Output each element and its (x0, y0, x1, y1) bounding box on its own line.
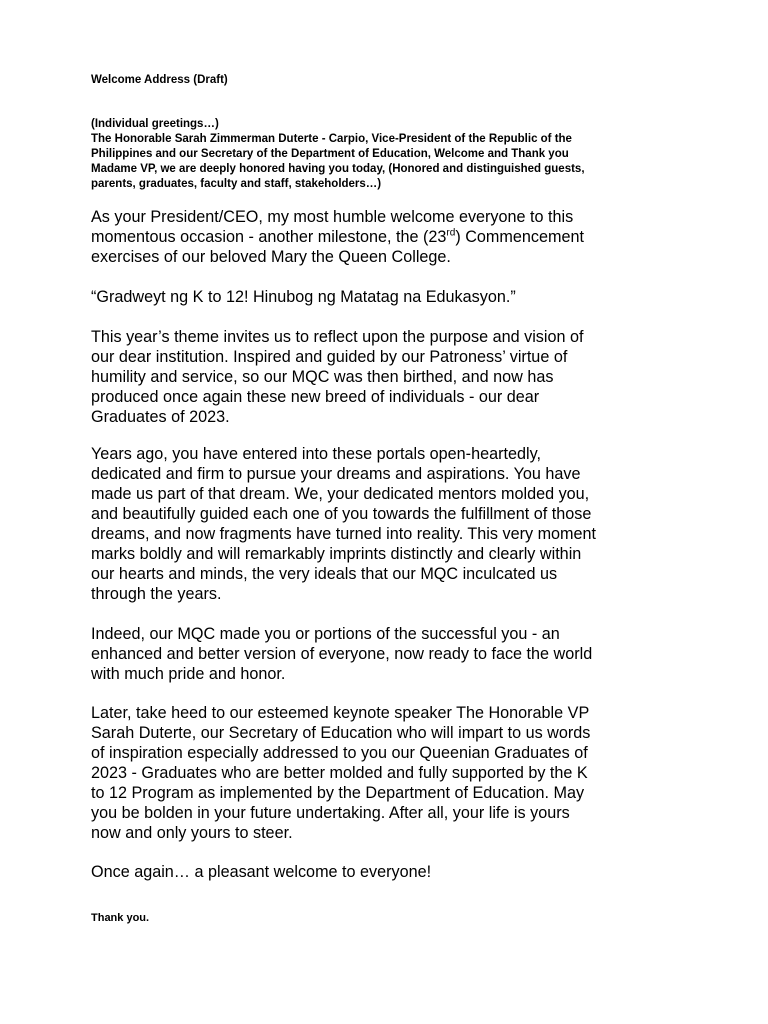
paragraph-line: dedicated and firm to pursue your dreams and aspirations. You have (91, 465, 581, 483)
paragraph-line: marks boldly and will remarkably imprints distinctly and clearly within (91, 545, 582, 563)
paragraph-line: Years ago, you have entered into these portals open-heartedly, (91, 445, 541, 463)
paragraph-line: humility and service, so our MQC was then birthed, and now has (91, 368, 554, 386)
paragraph-line: Once again… a pleasant welcome to everyone! (91, 863, 432, 881)
paragraph-line: through the years. (91, 585, 222, 603)
greeting-line: (Individual greetings…) (91, 118, 219, 130)
paragraph-line: now and only yours to steer. (91, 824, 293, 842)
paragraph-line: our hearts and minds, the very ideals that our MQC inculcated us (91, 565, 558, 583)
line-text: momentous occasion - another milestone, the (23 (91, 228, 447, 246)
paragraph-line: you be bolden in your future undertaking. After all, your life is yours (91, 804, 570, 822)
paragraph-theme (91, 287, 516, 307)
paragraph-line: of inspiration especially addressed to you our Queenian Graduates of (91, 744, 588, 762)
paragraph-line: dreams, and now fragments have turned into reality. This very moment (91, 525, 597, 543)
paragraph-closing-welcome (91, 862, 431, 882)
paragraph-line: exercises of our beloved Mary the Queen College. (91, 248, 451, 266)
paragraph-line (91, 227, 584, 247)
paragraph-line: enhanced and better version of everyone, now ready to face the world (91, 645, 593, 663)
line-text: ) Commencement (455, 228, 584, 246)
paragraph-line: with much pride and honor. (91, 665, 286, 683)
paragraph-line: Sarah Duterte, our Secretary of Education who will impart to us words (91, 724, 591, 742)
greeting-line: The Honorable Sarah Zimmerman Duterte - Carpio, Vice-President of the Republic of the (91, 133, 572, 145)
greeting-line: Philippines and our Secretary of the Department of Education, Welcome and Thank you (91, 148, 569, 160)
paragraph-line: This year’s theme invites us to reflect upon the purpose and vision of (91, 328, 584, 346)
paragraph-line: made us part of that dream. We, your dedicated mentors molded you, (91, 485, 590, 503)
paragraph-keynote (91, 703, 590, 843)
paragraph-line: “Gradweyt ng K to 12! Hinubog ng Matatag na Edukasyon.” (91, 288, 516, 306)
greeting-line: parents, graduates, faculty and staff, stakeholders…) (91, 178, 382, 190)
paragraph-line: to 12 Program as implemented by the Department of Education. May (91, 784, 585, 802)
paragraph-line: produced once again these new breed of individuals - our dear (91, 388, 540, 406)
paragraph-line: Indeed, our MQC made you or portions of the successful you - an (91, 625, 560, 643)
paragraph-opening (91, 207, 584, 267)
paragraph-line: 2023 - Graduates who are better molded and fully supported by the K (91, 764, 588, 782)
ordinal-suffix: rd (446, 227, 456, 239)
paragraph-indeed (91, 624, 592, 684)
greeting-line: Madame VP, we are deeply honored having you today, (Honored and distinguished guests, (91, 163, 585, 175)
paragraph-line: As your President/CEO, my most humble welcome everyone to this (91, 208, 574, 226)
paragraph-line: our dear institution. Inspired and guided by our Patroness’ virtue of (91, 348, 568, 366)
greetings-block (91, 117, 585, 192)
document-title: Welcome Address (Draft) (91, 74, 228, 86)
closing-thanks: Thank you. (91, 912, 150, 924)
paragraph-line: Later, take heed to our esteemed keynote speaker The Honorable VP (91, 704, 590, 722)
paragraph-line: and beautifully guided each one of you towards the fulfillment of those (91, 505, 592, 523)
paragraph-reflection (91, 327, 584, 427)
paragraph-years-ago (91, 444, 596, 604)
paragraph-line: Graduates of 2023. (91, 408, 230, 426)
